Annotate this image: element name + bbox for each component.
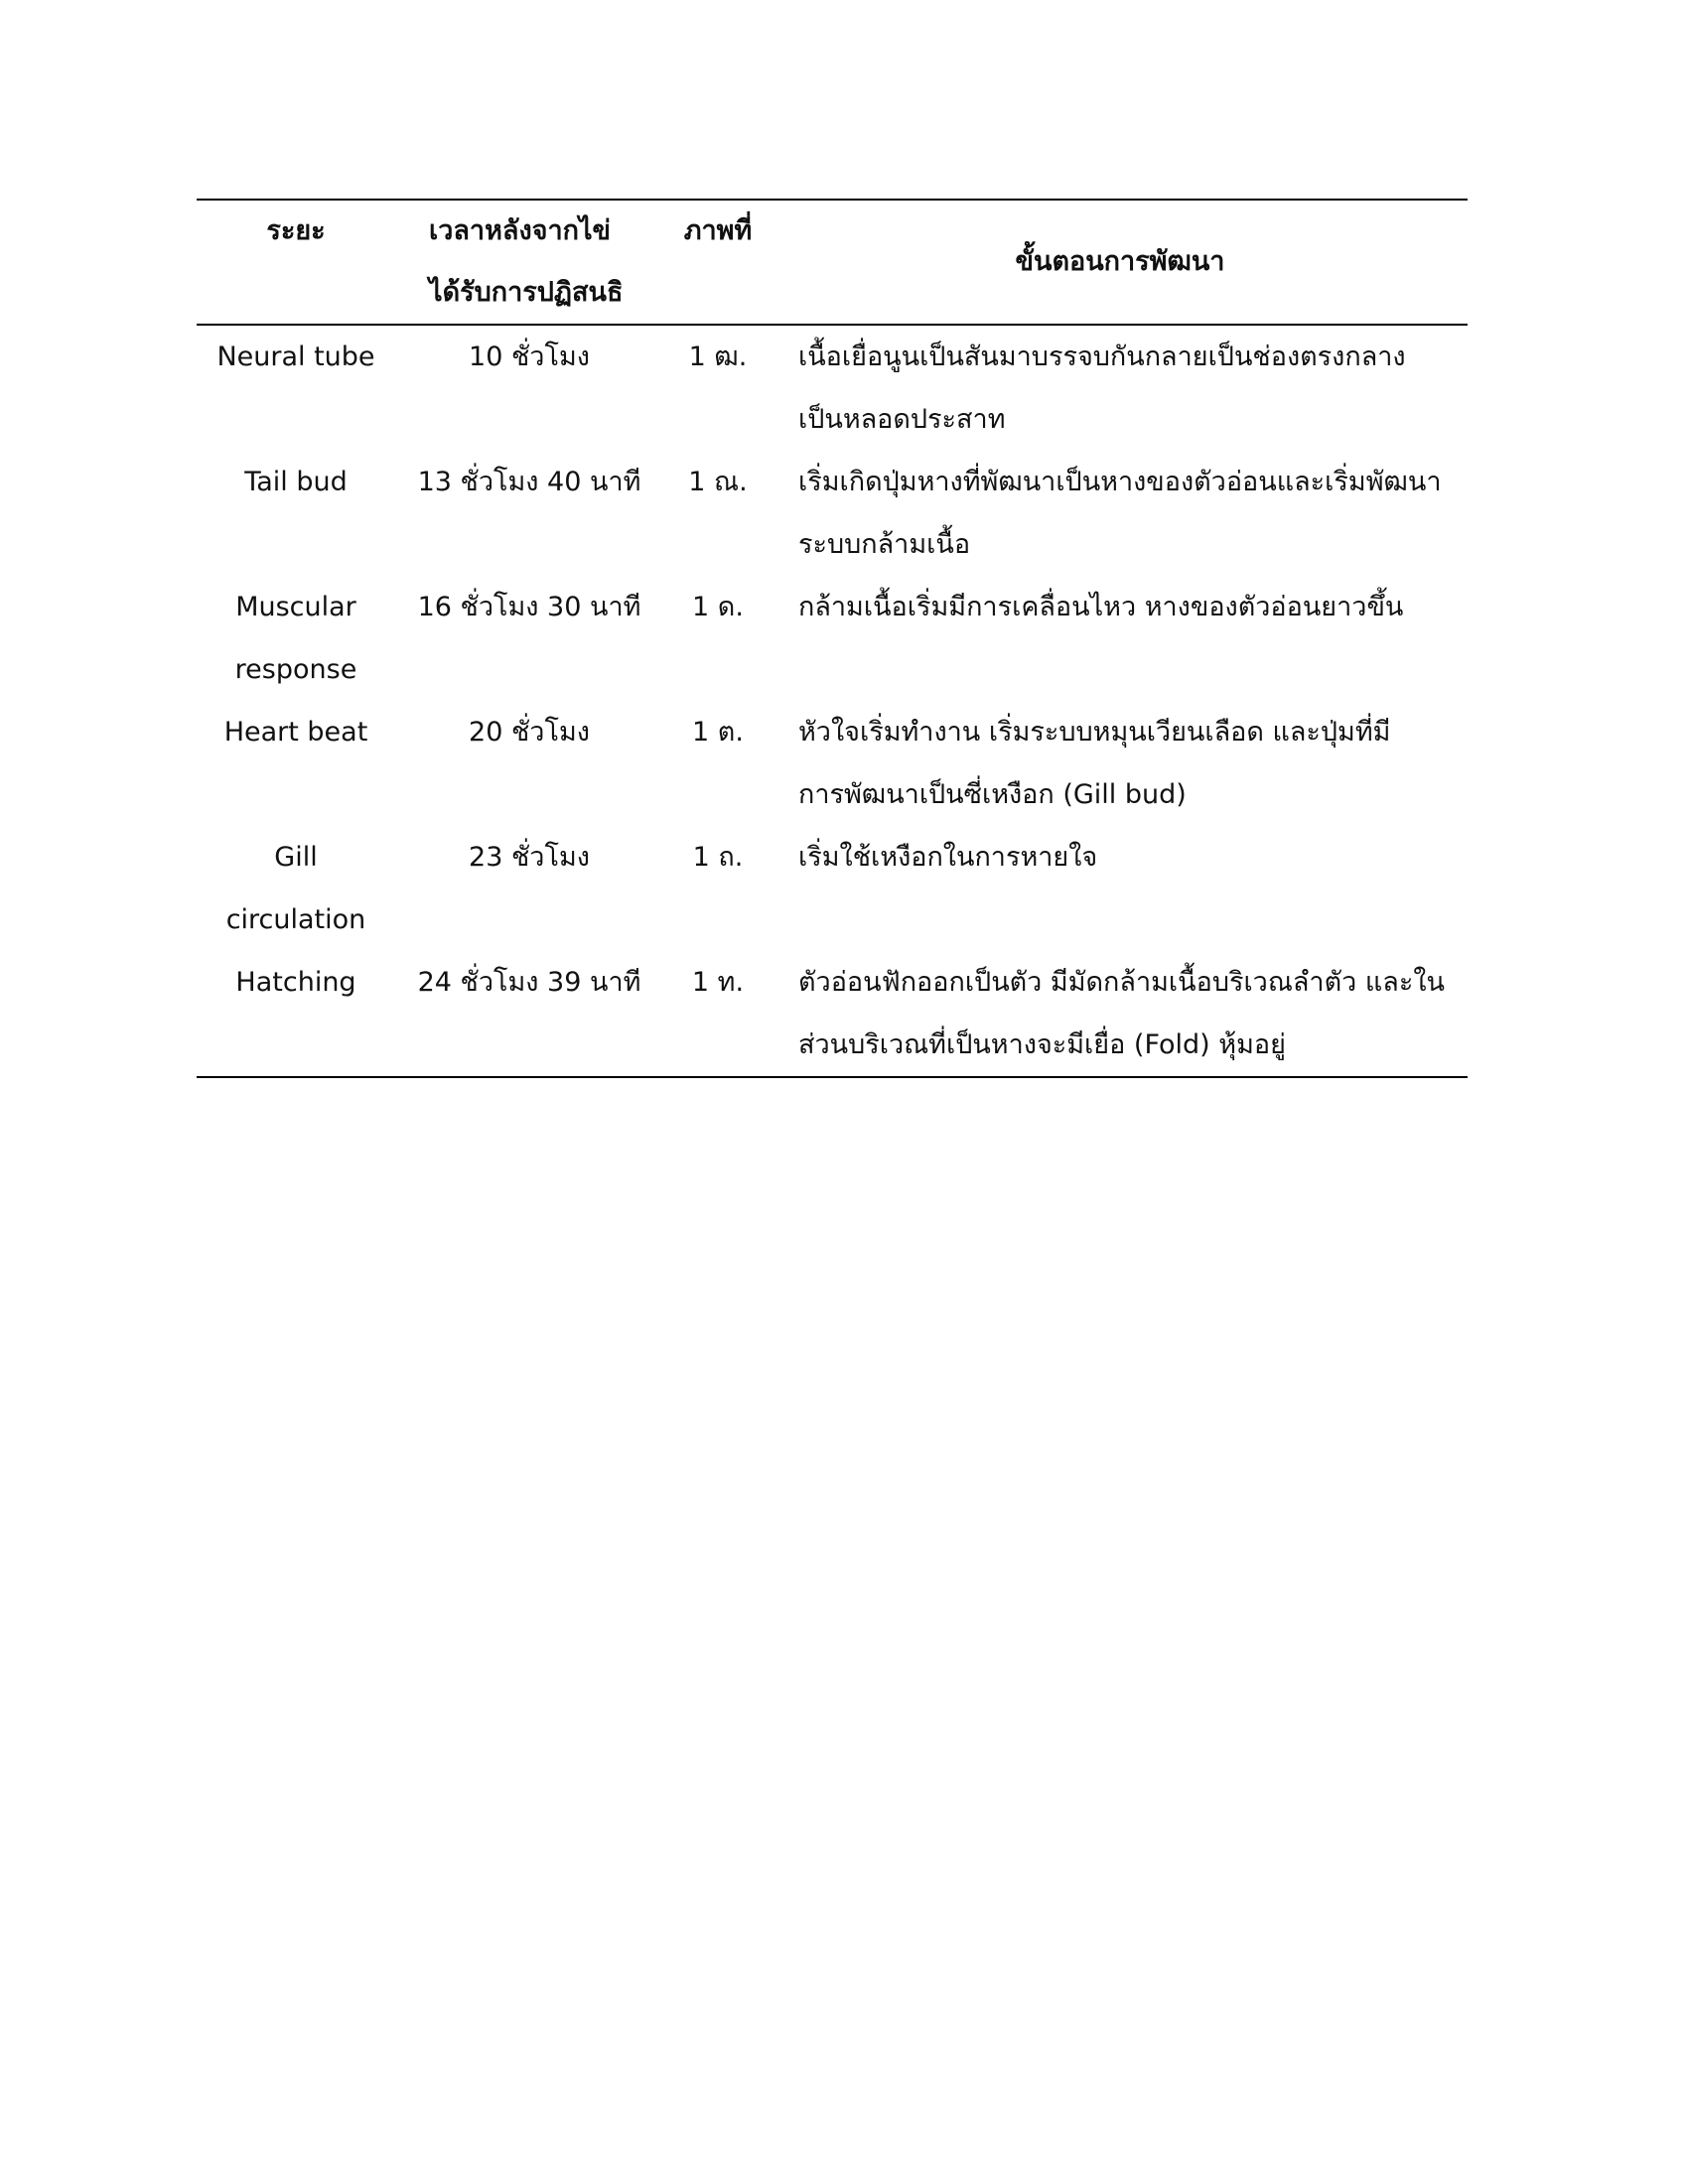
table-row	[197, 325, 1468, 451]
header-figure: ภาพที่	[683, 215, 753, 246]
time-cell: 10 ชั่วโมง	[469, 341, 590, 372]
figure-cell: 1 ต.	[692, 717, 744, 748]
figure-cell: 1 ฒ.	[688, 341, 748, 372]
table-row	[197, 826, 1468, 951]
time-cell: 16 ชั่วโมง 30 นาที	[417, 592, 641, 622]
stage-cell: Tail bud	[244, 467, 348, 497]
table-row	[197, 576, 1468, 701]
description-cell: ตัวอ่อนฟักออกเป็นตัว มีมัดกล้ามเนื้อบริเวณลำตัว และใน ส่วนบริเวณที่เป็นหางจะมีเยื่อ (Fold) หุ้มอยู่	[798, 967, 1445, 1060]
description-cell: เริ่มเกิดปุ่มหางที่พัฒนาเป็นหางของตัวอ่อนและเริ่มพัฒนา ระบบกล้ามเนื้อ	[798, 467, 1442, 560]
description-cell: หัวใจเริ่มทำงาน เริ่มระบบหมุนเวียนเลือด และปุ่มที่มี การพัฒนาเป็นซี่เหงือก (Gill bud)	[798, 717, 1391, 810]
figure-cell: 1 ถ.	[692, 842, 744, 873]
figure-cell: 1 ท.	[691, 967, 745, 998]
stage-cell: Hatching	[235, 967, 356, 998]
development-stages-table	[197, 199, 1468, 1078]
figure-cell: 1 ณ.	[688, 467, 748, 497]
header-time: เวลาหลังจากไข่ ได้รับการปฏิสนธิ	[429, 215, 624, 308]
description-cell: เนื้อเยื่อนูนเป็นสันมาบรรจบกันกลายเป็นช่องตรงกลาง เป็นหลอดประสาท	[798, 341, 1406, 435]
table-row	[197, 701, 1468, 826]
table-row	[197, 951, 1468, 1077]
figure-cell: 1 ด.	[692, 592, 744, 622]
description-cell: กล้ามเนื้อเริ่มมีการเคลื่อนไหว หางของตัวอ่อนยาวขึ้น	[798, 592, 1404, 622]
time-cell: 13 ชั่วโมง 40 นาที	[417, 467, 641, 497]
header-description: ขั้นตอนการพัฒนา	[1015, 246, 1225, 277]
time-cell: 23 ชั่วโมง	[469, 842, 590, 873]
stage-cell: Muscular response	[234, 592, 357, 685]
table-header-row	[197, 200, 1468, 325]
header-stage: ระยะ	[266, 215, 326, 246]
stage-cell: Heart beat	[223, 717, 368, 748]
stage-cell: Gill circulation	[225, 842, 366, 935]
time-cell: 24 ชั่วโมง 39 นาที	[417, 967, 641, 998]
stage-cell: Neural tube	[216, 341, 375, 372]
table-row	[197, 451, 1468, 576]
time-cell: 20 ชั่วโมง	[469, 717, 590, 748]
description-cell: เริ่มใช้เหงือกในการหายใจ	[798, 842, 1098, 873]
